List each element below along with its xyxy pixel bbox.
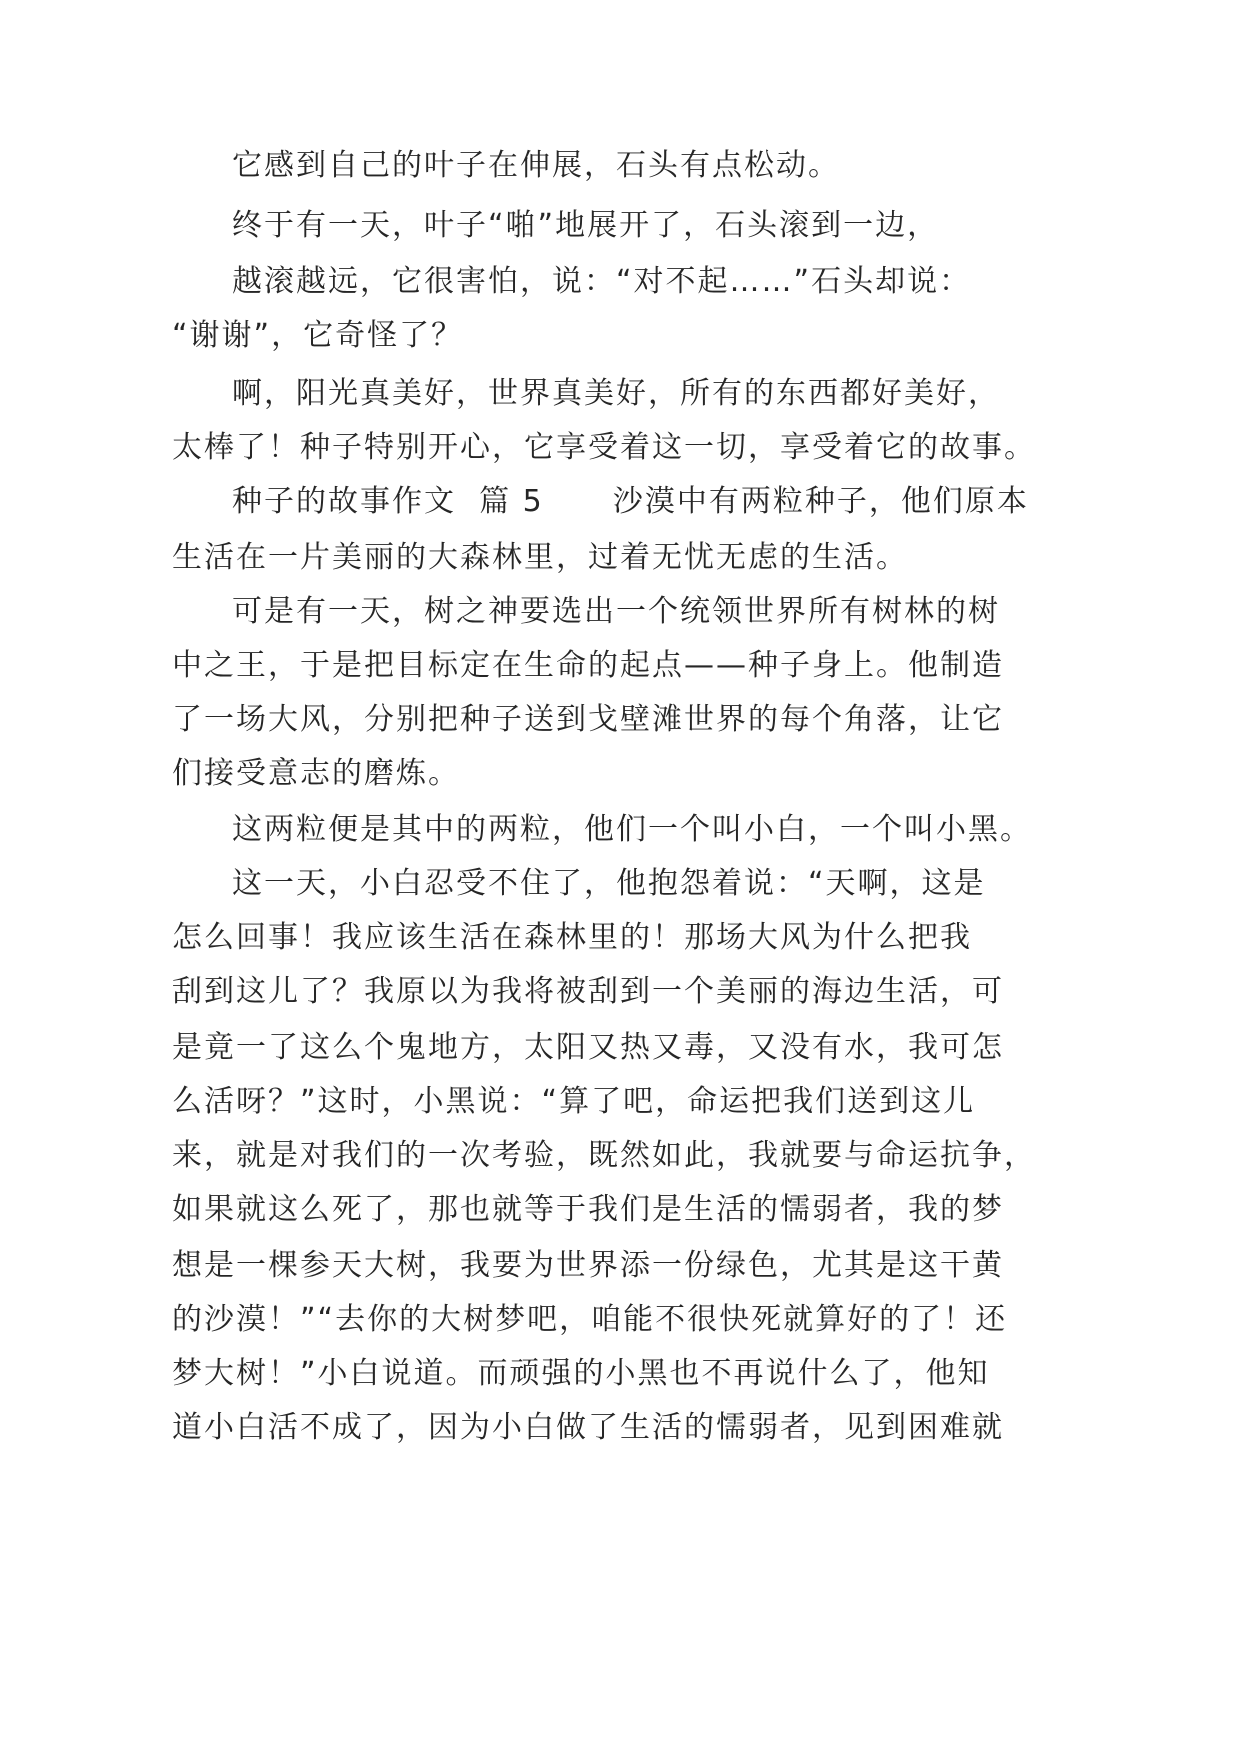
text-line-6: 太棒了！种子特别开心，它享受着这一切，享受着它的故事。	[172, 430, 1036, 465]
text-line-17: 是竟一了这么个鬼地方，太阳又热又毒，又没有水，我可怎	[172, 1030, 1004, 1065]
text-line-2: 终于有一天，叶子“啪”地展开了，石头滚到一边，	[232, 208, 940, 243]
text-line-22: 的沙漠！”“去你的大树梦吧，咱能不很快死就算好的了！还	[172, 1302, 1008, 1337]
text-line-9: 可是有一天，树之神要选出一个统领世界所有树林的树	[232, 594, 1000, 629]
text-line-1: 它感到自己的叶子在伸展，石头有点松动。	[232, 148, 840, 183]
text-line-18: 么活呀？”这时，小黑说：“算了吧，命运把我们送到这儿	[172, 1084, 976, 1119]
text-line-5: 啊，阳光真美好，世界真美好，所有的东西都好美好，	[232, 376, 1000, 411]
text-line-16: 刮到这儿了？我原以为我将被刮到一个美丽的海边生活，可	[172, 974, 1004, 1009]
text-line-21: 想是一棵参天大树，我要为世界添一份绿色，尤其是这干黄	[172, 1248, 1004, 1283]
text-line-19: 来，就是对我们的一次考验，既然如此，我就要与命运抗争，	[172, 1138, 1036, 1173]
text-line-15: 怎么回事！我应该生活在森林里的！那场大风为什么把我	[172, 920, 972, 955]
text-line-12: 们接受意志的磨炼。	[172, 756, 460, 791]
text-line-4: “谢谢”，它奇怪了？	[172, 318, 464, 353]
text-line-23: 梦大树！”小白说道。而顽强的小黑也不再说什么了，他知	[172, 1356, 990, 1391]
text-line-11: 了一场大风，分别把种子送到戈壁滩世界的每个角落，让它	[172, 702, 1004, 737]
text-line-10: 中之王，于是把目标定在生命的起点——种子身上。他制造	[172, 648, 1004, 683]
text-line-3: 越滚越远，它很害怕，说：“对不起……”石头却说：	[232, 264, 972, 299]
text-line-7: 种子的故事作文 篇 5 沙漠中有两粒种子，他们原本	[232, 484, 1029, 519]
text-line-20: 如果就这么死了，那也就等于我们是生活的懦弱者，我的梦	[172, 1192, 1004, 1227]
text-line-14: 这一天，小白忍受不住了，他抱怨着说：“天啊，这是	[232, 866, 986, 901]
text-line-24: 道小白活不成了，因为小白做了生活的懦弱者，见到困难就	[172, 1410, 1004, 1445]
text-line-8: 生活在一片美丽的大森林里，过着无忧无虑的生活。	[172, 540, 908, 575]
text-line-13: 这两粒便是其中的两粒，他们一个叫小白，一个叫小黑。	[232, 812, 1032, 847]
